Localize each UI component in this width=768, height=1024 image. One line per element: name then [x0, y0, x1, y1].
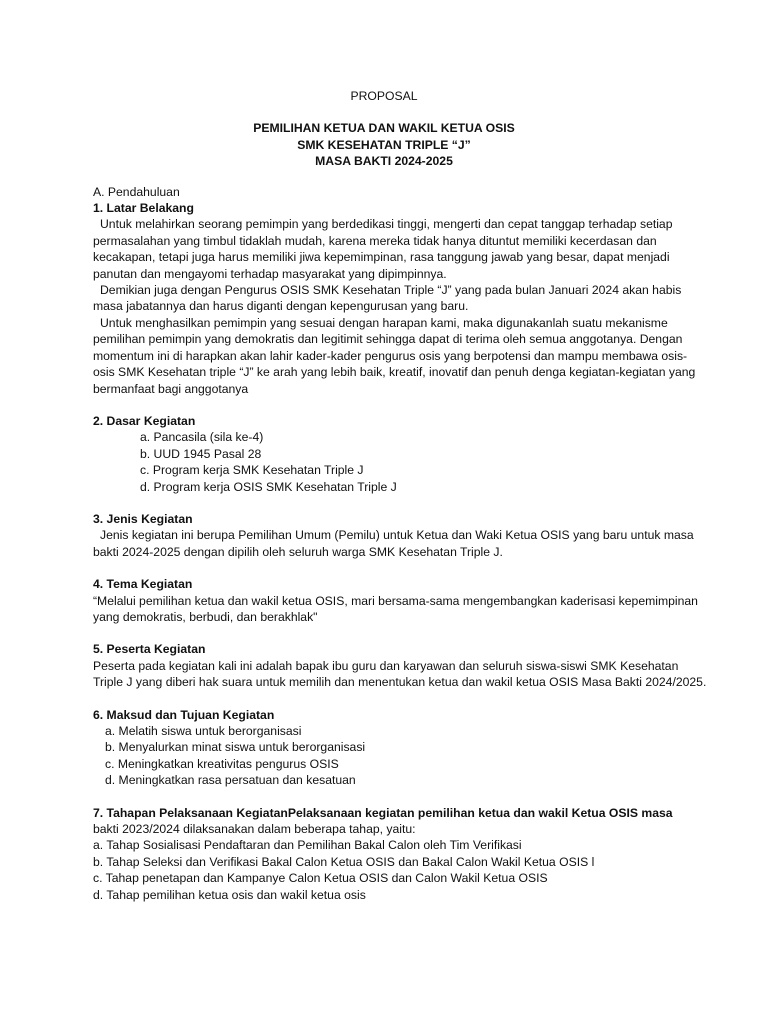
section-heading: 5. Peserta Kegiatan: [93, 642, 206, 657]
list-item: c. Program kerja SMK Kesehatan Triple J: [140, 463, 364, 478]
list-item: d. Program kerja OSIS SMK Kesehatan Triple J: [140, 479, 397, 494]
section-jenis-kegiatan: [93, 511, 708, 560]
section-heading: 2. Dasar Kegiatan: [93, 413, 196, 428]
list-item: d. Tahap pemilihan ketua osis dan wakil ketua osis: [93, 887, 366, 902]
title-line: MASA BAKTI 2024-2025: [315, 154, 453, 169]
paragraph: Jenis kegiatan ini berupa Pemilihan Umum (Pemilu) untuk Ketua dan Waki Ketua OSIS yang baru untuk masa bakti 2024-2025 dengan dipilih oleh seluruh warga SMK Kesehatan Triple J.: [93, 528, 694, 559]
section-a-heading: A. Pendahuluan: [93, 184, 180, 199]
section-tema-kegiatan: [93, 576, 708, 625]
section-tahapan-pelaksanaan: [93, 805, 708, 903]
paragraph: bakti 2023/2024 dilaksanakan dalam beberapa tahap, yaitu:: [93, 822, 416, 837]
title-line: SMK KESEHATAN TRIPLE “J”: [297, 137, 471, 152]
list-item: b. Menyalurkan minat siswa untuk berorganisasi: [105, 740, 366, 755]
list-item: b. Tahap Seleksi dan Verifikasi Bakal Calon Ketua OSIS dan Bakal Calon Wakil Ketua OSIS l: [93, 854, 595, 869]
document-title: [93, 120, 675, 169]
list-item: c. Meningkatkan kreativitas pengurus OSIS: [105, 756, 339, 771]
section-heading: 1. Latar Belakang: [93, 201, 194, 216]
section-heading: 7. Tahapan Pelaksanaan KegiatanPelaksanaan kegiatan pemilihan ketua dan wakil Ketua OSIS masa: [93, 805, 673, 820]
paragraph: Demikian juga dengan Pengurus OSIS SMK Kesehatan Triple “J” yang pada bulan Januari 2024 akan habis masa jabatannya dan harus diganti dengan kepengurusan yang baru.: [93, 283, 682, 314]
section-dasar-kegiatan: [93, 413, 708, 495]
paragraph: Untuk melahirkan seorang pemimpin yang berdedikasi tinggi, mengerti dan cepat tanggap terhadap setiap permasalahan yang timbul tidaklah mudah, karena mereka tidak hanya dituntut memiliki kecerdasan dan kecakapan, tetapi juga harus memiliki jiwa kepemimpinan, rasa tanggung jawab yang besar, dapat menjadi panutan dan mengayomi terhadap masyarakat yang dipimpinnya.: [93, 217, 673, 281]
section-heading: 6. Maksud dan Tujuan Kegiatan: [93, 707, 275, 722]
section-peserta-kegiatan: [93, 641, 708, 690]
list-item: c. Tahap penetapan dan Kampanye Calon Ketua OSIS dan Calon Wakil Ketua OSIS: [93, 871, 548, 886]
section-maksud-tujuan: [93, 707, 708, 789]
list-item: d. Meningkatkan rasa persatuan dan kesatuan: [105, 773, 356, 788]
document-label: PROPOSAL: [350, 89, 418, 103]
section-heading: 4. Tema Kegiatan: [93, 577, 193, 592]
list-item: a. Tahap Sosialisasi Pendaftaran dan Pemilihan Bakal Calon oleh Tim Verifikasi: [93, 838, 522, 853]
section-latar-belakang: [93, 200, 708, 397]
section-heading: 3. Jenis Kegiatan: [93, 511, 193, 526]
title-line: PEMILIHAN KETUA DAN WAKIL KETUA OSIS: [253, 121, 515, 136]
list-item: b. UUD 1945 Pasal 28: [140, 446, 262, 461]
paragraph: “Melalui pemilihan ketua dan wakil ketua OSIS, mari bersama-sama mengembangkan kaderisasi kepemimpinan yang demokratis, berbudi, dan berakhlak": [93, 593, 698, 624]
paragraph: Peserta pada kegiatan kali ini adalah bapak ibu guru dan karyawan dan seluruh siswa-siswi SMK Kesehatan Triple J yang diberi hak suara untuk memilih dan menentukan ketua dan wakil ketua OSIS Masa Bakti 2024/2025.: [93, 658, 707, 690]
list-item: a. Pancasila (sila ke-4): [140, 430, 264, 445]
paragraph: Untuk menghasilkan pemimpin yang sesuai dengan harapan kami, maka digunakanlah suatu mekanisme pemilihan pemimpin yang demokratis dan legitimit sehingga dapat di terima oleh semua anggotanya. Dengan momentum ini di harapkan akan lahir kader-kader pengurus osis yang berpotensi dan mampu membawa osis-osis SMK Kesehatan triple “J” ke arah yang lebih baik, kreatif, inovatif dan penuh denga kegiatan-kegiatan yang bermanfaat bagi anggotanya: [93, 315, 696, 396]
list-item: a. Melatih siswa untuk berorganisasi: [105, 724, 302, 738]
